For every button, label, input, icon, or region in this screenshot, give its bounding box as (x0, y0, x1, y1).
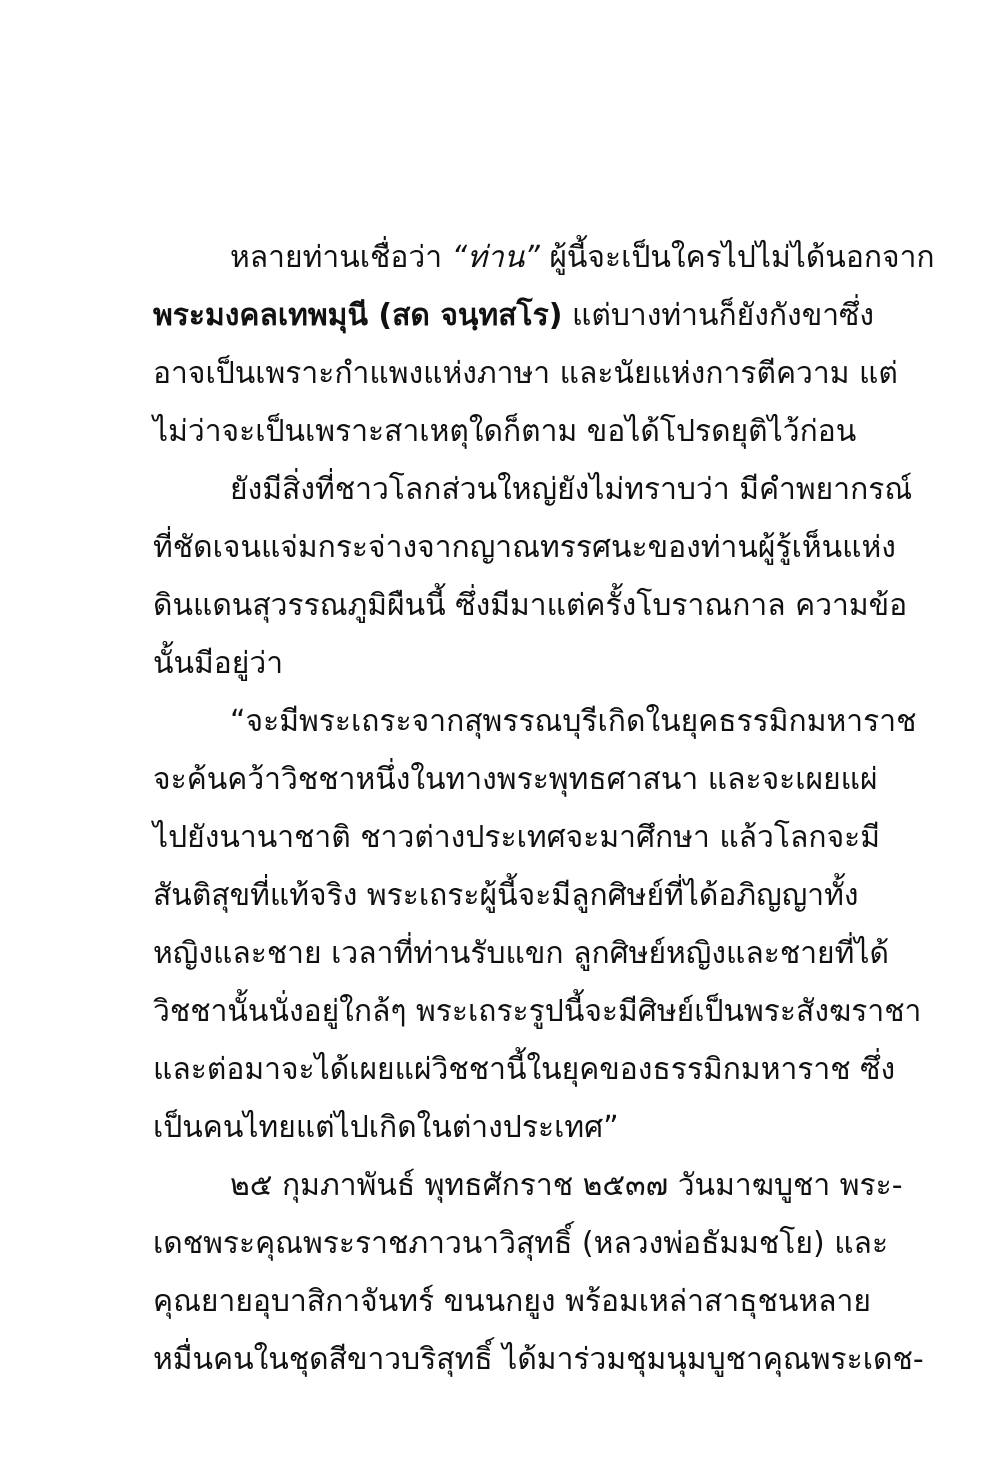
text-line (153, 345, 898, 403)
text-run: ยังมีสิ่งที่ชาวโลกส่วนใหญ่ยังไม่ทราบว่า มีคำพยากรณ์ (230, 472, 913, 507)
text-line (153, 461, 913, 519)
text-line (153, 867, 859, 925)
text-run: วิชชานั้นนั่งอยู่ใกล้ๆ พระเถระรูปนี้จะมีศิษย์เป็นพระสังฆราชา (153, 994, 922, 1029)
text-run: ดินแดนสุวรรณภูมิผืนนี้ ซึ่งมีมาแต่ครั้งโบราณกาล ความข้อ (153, 588, 908, 623)
text-line (153, 287, 875, 345)
text-run: ไม่ว่าจะเป็นเพราะสาเหตุใดก็ตาม ขอได้โปรดยุติไว้ก่อน (153, 414, 857, 449)
text-run: หมื่นคนในชุดสีขาวบริสุทธิ์ ได้มาร่วมชุมนุมบูชาคุณพระเดช- (153, 1342, 924, 1377)
prophecy-quote (153, 693, 922, 1157)
text-run: และต่อมาจะได้เผยแผ่วิชชานี้ในยุคของธรรมิกมหาราช ซึ่ง (153, 1052, 896, 1087)
text-run: แต่บางท่านก็ยังกังขาซึ่ง (562, 298, 875, 333)
monk-name: พระมงคลเทพมุนี (สด จนฺทสโร) (153, 298, 563, 333)
text-line (153, 403, 857, 461)
text-line (153, 925, 889, 983)
text-run: ที่ชัดเจนแจ่มกระจ่างจากญาณทรรศนะของท่านผู้รู้เห็นแห่ง (153, 530, 896, 565)
text-line (153, 1157, 903, 1215)
text-run: หญิงและชาย เวลาที่ท่านรับแขก ลูกศิษย์หญิงและชายที่ได้ (153, 936, 889, 971)
text-run: เป็นคนไทยแต่ไปเกิดในต่างประเทศ” (153, 1110, 619, 1145)
quoted-term: “ท่าน” (451, 240, 540, 275)
paragraph-2 (153, 461, 913, 693)
text-run: “จะมีพระเถระจากสุพรรณบุรีเกิดในยุคธรรมิกมหาราช (230, 704, 917, 739)
text-line (153, 577, 908, 635)
text-run: จะค้นคว้าวิชชาหนึ่งในทางพระพุทธศาสนา และจะเผยแผ่ (153, 762, 878, 797)
text-line (153, 1273, 871, 1331)
text-run: ๒๕ กุมภาพันธ์ พุทธศักราช ๒๕๓๗ วันมาฆบูชา พระ- (230, 1168, 903, 1203)
text-line (153, 809, 881, 867)
text-run: ไปยังนานาชาติ ชาวต่างประเทศจะมาศึกษา แล้วโลกจะมี (153, 820, 881, 855)
paragraph-1 (153, 229, 935, 461)
text-run: นั้นมีอยู่ว่า (153, 646, 284, 681)
text-run: สันติสุขที่แท้จริง พระเถระผู้นี้จะมีลูกศิษย์ที่ได้อภิญญาทั้ง (153, 878, 859, 913)
text-line (153, 751, 878, 809)
text-line (153, 1041, 896, 1099)
text-line (153, 229, 935, 287)
text-line (153, 635, 853, 693)
text-line (153, 1099, 853, 1157)
body-text (153, 229, 935, 1389)
text-line (153, 983, 922, 1041)
text-line (153, 1331, 924, 1389)
text-line (153, 519, 896, 577)
text-line (153, 1215, 889, 1273)
text-run: ผู้นี้จะเป็นใครไปไม่ได้นอกจาก (539, 240, 935, 275)
text-run: เดชพระคุณพระราชภาวนาวิสุทธิ์ (หลวงพ่อธัมมชโย) และ (153, 1226, 889, 1261)
text-run: หลายท่านเชื่อว่า (230, 240, 452, 275)
paragraph-4 (153, 1157, 924, 1389)
text-run: คุณยายอุบาสิกาจันทร์ ขนนกยูง พร้อมเหล่าสาธุชนหลาย (153, 1284, 871, 1319)
text-run: อาจเป็นเพราะกำแพงแห่งภาษา และนัยแห่งการตีความ แต่ (153, 356, 898, 391)
text-line (153, 693, 917, 751)
